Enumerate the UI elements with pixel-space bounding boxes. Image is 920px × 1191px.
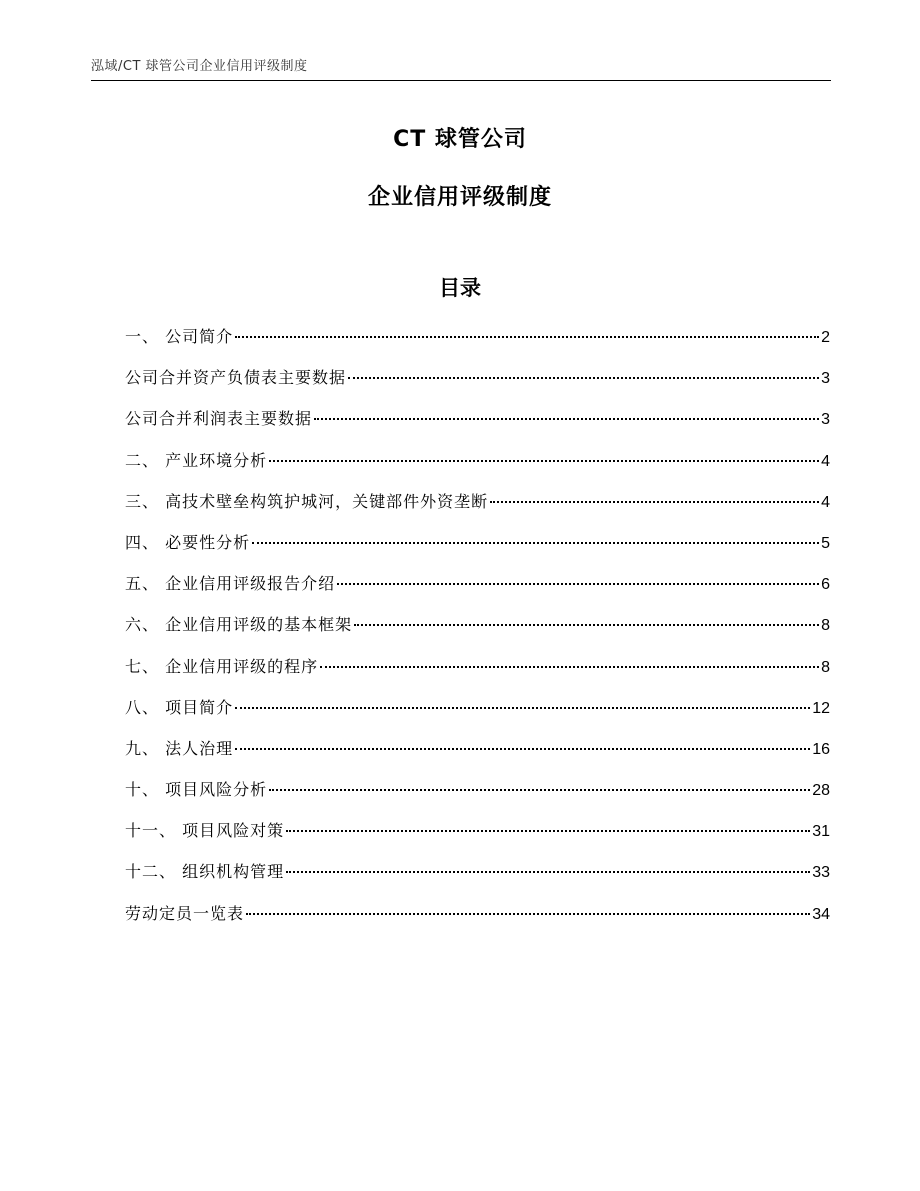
toc-dot-leader [348,377,819,379]
toc-item-label: 十一、 项目风险对策 [125,821,285,841]
header-divider [91,80,831,81]
toc-item[interactable] [125,528,830,569]
toc-item-page: 8 [821,617,830,635]
toc-item[interactable] [125,775,830,816]
toc-item[interactable] [125,322,830,363]
toc-item[interactable] [125,446,830,487]
toc-item-label: 七、 企业信用评级的程序 [125,656,319,676]
running-header: 泓域/CT 球管公司企业信用评级制度 [91,59,308,74]
toc-dot-leader [252,542,819,544]
toc-item-label: 三、 高技术壁垒构筑护城河，关键部件外资垄断 [125,491,489,511]
toc-item-label: 十二、 组织机构管理 [125,862,285,882]
toc-item-label: 四、 必要性分析 [125,532,251,552]
toc-item-label: 六、 企业信用评级的基本框架 [125,615,353,635]
toc-item-label: 一、 公司简介 [125,327,234,346]
toc-item[interactable] [125,857,830,898]
toc-item-label: 八、 项目简介 [125,697,234,717]
toc-dot-leader [269,460,819,462]
toc-heading: 目录 [439,276,481,300]
toc-item[interactable] [125,363,830,404]
toc-item[interactable] [125,404,830,445]
toc-item-page: 33 [812,864,830,882]
toc-item-page: 4 [821,452,830,470]
toc-item-page: 4 [821,493,830,511]
toc-item-page: 34 [812,905,830,923]
company-title: CT 球管公司 [393,127,527,152]
toc-item[interactable] [125,693,830,734]
toc-dot-leader [354,624,819,626]
toc-item-label: 二、 产业环境分析 [125,450,268,470]
toc-item-label: 九、 法人治理 [125,738,234,758]
toc-item[interactable] [125,734,830,775]
toc-dot-leader [337,583,819,585]
toc-item-page: 16 [812,740,830,758]
table-of-contents [125,322,830,940]
toc-item-page: 3 [821,411,830,429]
toc-dot-leader [286,830,810,832]
toc-dot-leader [235,748,810,750]
toc-dot-leader [490,501,819,503]
toc-item[interactable] [125,487,830,528]
toc-dot-leader [314,418,819,420]
toc-item[interactable] [125,652,830,693]
toc-item-page: 6 [821,576,830,594]
toc-item-page: 31 [812,823,830,841]
toc-item[interactable] [125,569,830,610]
toc-item[interactable] [125,899,830,940]
toc-dot-leader [286,871,810,873]
document-title: 企业信用评级制度 [367,185,552,210]
toc-item-page: 3 [821,370,830,388]
toc-item-label: 劳动定员一览表 [125,903,245,923]
toc-item-label: 公司合并利润表主要数据 [125,409,313,429]
toc-dot-leader [246,913,810,915]
toc-item-page: 28 [812,782,830,800]
toc-item-label: 五、 企业信用评级报告介绍 [125,574,336,594]
toc-item-label: 十、 项目风险分析 [125,780,268,800]
toc-dot-leader [269,789,810,791]
toc-dot-leader [235,707,810,709]
toc-dot-leader [320,666,819,668]
toc-dot-leader [235,336,819,338]
toc-item-label: 公司合并资产负债表主要数据 [125,368,347,388]
toc-item[interactable] [125,610,830,651]
toc-item-page: 5 [821,534,830,552]
toc-item-page: 2 [821,329,830,346]
toc-item-page: 12 [812,699,830,717]
toc-item[interactable] [125,816,830,857]
toc-item-page: 8 [821,658,830,676]
